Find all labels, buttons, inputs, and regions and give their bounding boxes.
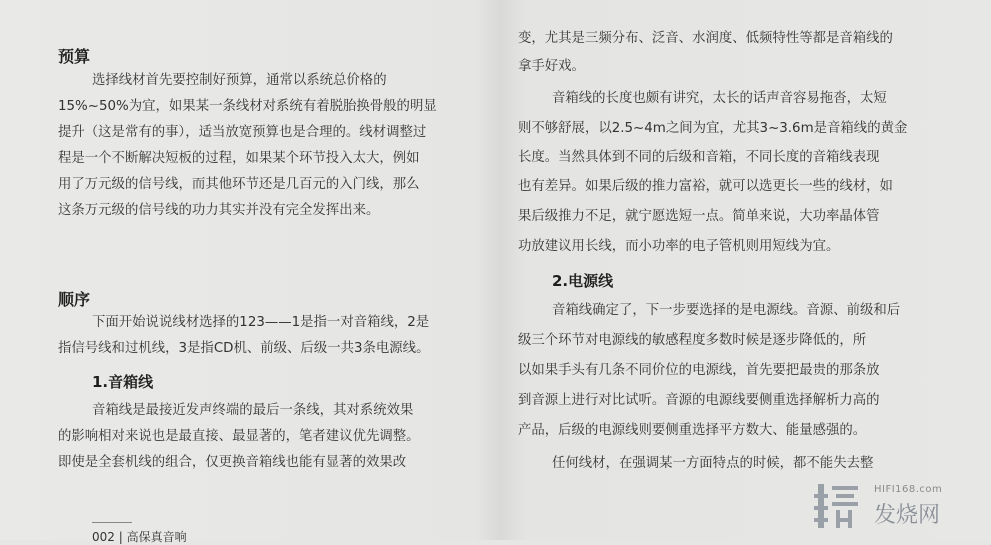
text-line: 则不够舒展，以2.5~4m之间为宜，尤其3~3.6m是音箱线的黄金 (518, 121, 908, 136)
text-line: 提升（这是常有的事），适当放宽预算也是合理的。线材调整过 (58, 125, 427, 140)
text-line: 程是一个不断解决短板的过程，如果某个环节投入太大，例如 (58, 151, 420, 166)
text-line: 果后级推力不足，就宁愿选短一点。简单来说，大功率晶体管 (518, 209, 880, 224)
text-line: 的影响相对来说也是最直接、最显著的，笔者建议优先调整。 (58, 429, 420, 444)
text-line: 音箱线的长度也颇有讲究，太长的话声音容易拖沓，太短 (552, 91, 887, 106)
footer-rule (92, 522, 132, 523)
watermark-url: HIFI168.com (874, 484, 943, 495)
text-line: 变，尤其是三频分布、泛音、水润度、低频特性等都是音箱线的 (518, 31, 893, 46)
text-line: 即使是全套机线的组合，仅更换音箱线也能有显著的效果改 (58, 455, 407, 470)
text-line: 下面开始说说线材选择的123——1是指一对音箱线，2是 (92, 315, 430, 330)
page-footer: 002 | 高保真音响 (92, 530, 187, 544)
subheading-power-cable: 2.电源线 (552, 272, 614, 290)
text-line: 用了万元级的信号线，而其他环节还是几百元的入门线，那么 (58, 177, 420, 192)
text-line: 长度。当然具体到不同的后级和音箱，不同长度的音箱线表现 (518, 150, 880, 165)
text-line: 任何线材，在强调某一方面特点的时候，都不能失去整 (552, 456, 874, 471)
text-line: 到音源上进行对比试听。音源的电源线要侧重选择解析力高的 (518, 393, 880, 408)
text-line: 指信号线和过机线，3是指CD机、前级、后级一共3条电源线。 (58, 341, 430, 356)
text-line: 这条万元级的信号线的功力其实并没有完全发挥出来。 (58, 203, 380, 218)
text-line: 以如果手头有几条不同价位的电源线，首先要把最贵的那条放 (518, 363, 880, 378)
text-line: 功放建议用长线，而小功率的电子管机则用短线为宜。 (518, 239, 840, 254)
subheading-speaker-cable: 1.音箱线 (92, 373, 154, 391)
text-line: 也有差异。如果后级的推力富裕，就可以选更长一些的线材，如 (518, 179, 893, 194)
watermark-logo (814, 478, 984, 534)
hifi-logo-icon (814, 480, 862, 532)
text-line: 15%~50%为宜，如果某一条线材对系统有着脱胎换骨般的明显 (58, 99, 437, 114)
text-line: 音箱线是最接近发声终端的最后一条线，其对系统效果 (92, 403, 414, 418)
text-line: 音箱线确定了，下一步要选择的是电源线。音源、前级和后 (552, 303, 901, 318)
watermark-name: 发烧网 (874, 503, 941, 528)
heading-budget: 预算 (58, 47, 91, 66)
text-line: 产品，后级的电源线则要侧重选择平方数大、能量感强的。 (518, 423, 867, 438)
heading-order: 顺序 (58, 290, 91, 309)
text-line: 级三个环节对电源线的敏感程度多数时候是逐步降低的，所 (518, 333, 867, 348)
text-line: 选择线材首先要控制好预算，通常以系统总价格的 (92, 73, 387, 88)
text-line: 拿手好戏。 (518, 59, 585, 74)
